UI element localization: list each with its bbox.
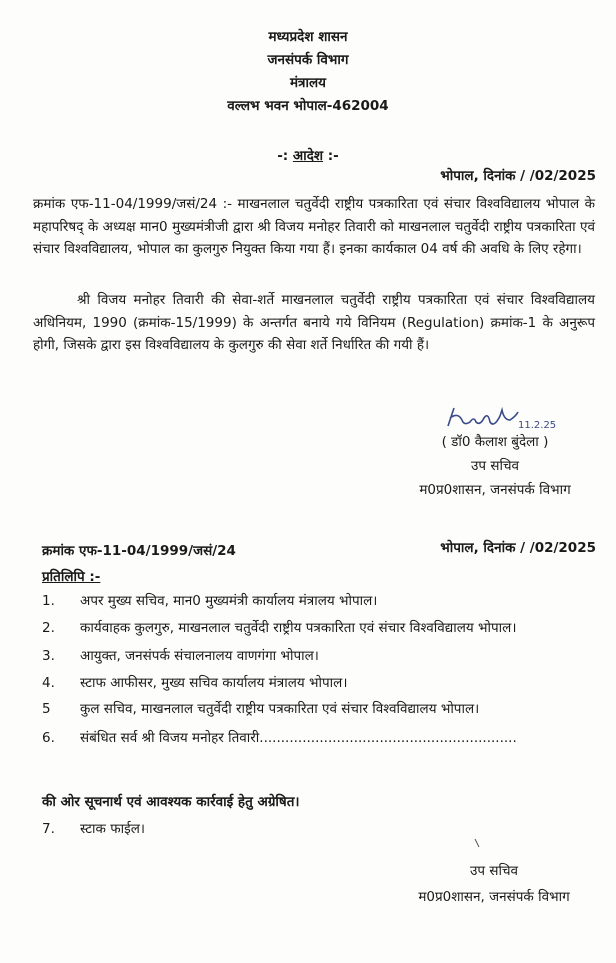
signatory-department: म0प्र0शासन, जनसंपर्क विभाग	[419, 482, 571, 498]
signature-block	[400, 430, 590, 502]
svg-text:11.2.25: 11.2.25	[518, 420, 557, 431]
order-title-text: आदेश	[292, 148, 324, 164]
letterhead-address: वल्लभ भवन भोपाल-462004	[227, 98, 389, 114]
order-date: भोपाल, दिनांक / /02/2025	[440, 168, 596, 184]
list-item: 7. स्टाक फाईल।	[42, 821, 146, 837]
list-item: 2. कार्यवाहक कुलगुरु, माखनलाल चतुर्वेदी राष्ट्रीय पत्रकारिता एवं संचार विश्वविद्यालय भोपाल।	[42, 619, 517, 636]
forwarding-note: की ओर सूचनार्थ एवं आवश्यक कार्रवाई हेतु अग्रेषित।	[42, 794, 300, 810]
signatory-designation: उप सचिव	[470, 458, 520, 474]
closing-department: म0प्र0शासन, जनसंपर्क विभाग	[418, 889, 570, 905]
signatory-name: ( डॉ0 कैलाश बुंदेला )	[441, 434, 549, 450]
order-paragraph-2: श्री विजय मनोहर तिवारी की सेवा-शर्ते माखनलाल चतुर्वेदी राष्ट्रीय पत्रकारिता एवं संचार विश्वविद्यालय अधिनियम, 1990 (क्रमांक-15/1999) के अन्तर्गत बनाये गये विनियम (Regulation) क्रमांक-1 के अनुरूप होगी, जिसके द्वारा इस विश्वविद्यालय के कुलगुरु की सेवा शर्ते निर्धारित की गयी हैं।	[33, 292, 595, 353]
list-item: 4. स्टाफ आफीसर, मुख्य सचिव कार्यालय मंत्रालय भोपाल।	[42, 674, 348, 691]
order-title: -: आदेश :-	[277, 148, 339, 164]
pen-mark	[474, 838, 480, 848]
letterhead-government: मध्यप्रदेश शासन	[268, 29, 348, 45]
closing-designation: उप सचिव	[469, 863, 519, 879]
copy-reference: क्रमांक एफ-11-04/1999/जसं/24	[42, 543, 236, 559]
copy-date: भोपाल, दिनांक / /02/2025	[440, 540, 596, 556]
list-item: 6. संबंधित सर्व श्री विजय मनोहर तिवारी............................................................	[42, 729, 517, 746]
list-item: 3. आयुक्त, जनसंपर्क संचालनालय वाणगंगा भोपाल।	[42, 648, 319, 664]
list-item: 1. अपर मुख्य सचिव, मान0 मुख्यमंत्री कार्यालय मंत्रालय भोपाल।	[42, 593, 378, 609]
copy-list	[42, 590, 602, 749]
copy-label: प्रतिलिपि :-	[42, 569, 101, 585]
order-paragraph-1: क्रमांक एफ-11-04/1999/जसं/24 :- माखनलाल चतुर्वेदी राष्ट्रीय पत्रकारिता एवं संचार विश्वविद्यालय भोपाल के महापरिषद् के अध्यक्ष मान0 मुख्यमंत्रीजी द्वारा श्री विजय मनोहर तिवारी को माखनलाल चतुर्वेदी राष्ट्रीय पत्रकारिता एवं संचार विश्वविद्यालय, भोपाल का कुलगुरु नियुक्त किया गया हैं। इनका कार्यकाल 04 वर्ष की अवधि के लिए रहेगा।	[33, 196, 595, 257]
closing-signature-block	[394, 858, 594, 910]
letterhead-ministry: मंत्रालय	[289, 75, 326, 91]
copy-list-final	[42, 818, 602, 841]
letterhead-department: जनसंपर्क विभाग	[267, 52, 349, 68]
letterhead	[0, 26, 616, 118]
list-item: 5 कुल सचिव, माखनलाल चतुर्वेदी राष्ट्रीय पत्रकारिता एवं संचार विश्वविद्यालय भोपाल।	[42, 701, 480, 717]
